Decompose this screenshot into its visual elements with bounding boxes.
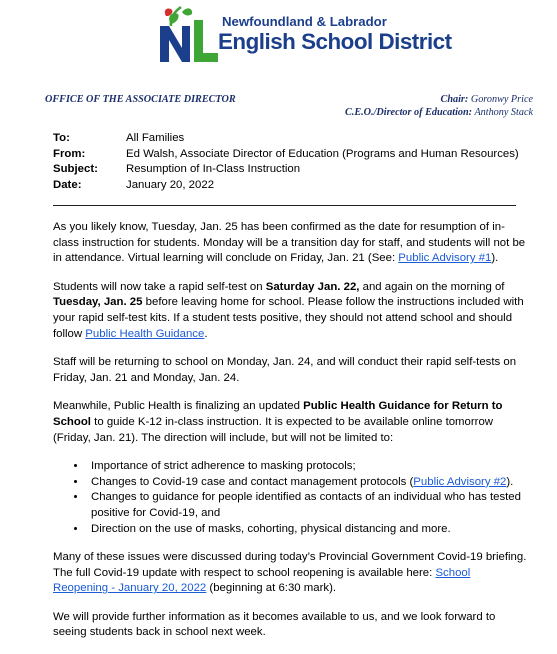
list-item: • Changes to guidance for people identified as contacts of an individual who has tested positive for Covid-19, and	[87, 490, 528, 521]
logo-line-2: English School District	[218, 29, 452, 54]
memo-date-row	[53, 178, 519, 194]
p2-date-saturday: Saturday Jan. 22,	[265, 280, 360, 293]
public-advisory-1-link[interactable]: Public Advisory #1	[398, 252, 492, 265]
divider	[53, 205, 516, 206]
list-item	[87, 475, 528, 491]
p4-text-c: to guide K-12 in-class instruction. It is expected to be available online tomorrow (Friday, Jan. 21). The direction will include, but will not be limited to:	[53, 415, 494, 444]
letter-body	[53, 220, 528, 654]
p2-text-a: Students will now take a rapid self-test on	[53, 280, 266, 293]
date-value: January 20, 2022	[126, 178, 215, 191]
date-label: Date:	[53, 178, 82, 191]
memo-to-row	[53, 131, 519, 147]
subject-value: Resumption of In-Class Instruction	[126, 163, 301, 176]
bullet2-text: Changes to Covid-19 case and contact management protocols (	[91, 475, 414, 488]
memo-subject-row	[53, 162, 519, 178]
to-label: To:	[53, 132, 70, 144]
p4-text-a: Meanwhile, Public Health is finalizing an updated	[53, 400, 304, 413]
chair-line	[345, 94, 533, 107]
ceo-name: Anthony Stack	[474, 106, 533, 118]
ceo-label: C.E.O./Director of Education:	[344, 106, 473, 118]
direction-list	[53, 459, 528, 537]
memo-from-row	[53, 147, 519, 163]
p4-guidance-title: Public Health Guidance for Return to School	[53, 400, 503, 428]
officials-block	[345, 94, 533, 119]
p5-end: (beginning at 6:30 mark).	[206, 582, 337, 595]
from-label: From:	[53, 147, 86, 160]
p1-end: ).	[491, 252, 499, 265]
to-value: All Families	[126, 132, 185, 144]
paragraph-6: We will provide further information as it becomes available to us, and we look forward to seeing students back in school next week.	[53, 610, 496, 639]
p1-text: As you likely know, Tuesday, Jan. 25 has been confirmed as the date for resumption of in-class instruction for students. Monday will be a transition day for staff, and students will not be in attendance. Virtual learning will conclude on Friday, Jan. 21 (See:	[53, 221, 526, 265]
paragraph-5	[53, 550, 528, 597]
list-item: • Importance of strict adherence to masking protocols;	[87, 459, 528, 475]
ceo-line	[345, 107, 533, 120]
subject-label: Subject:	[53, 163, 98, 176]
school-reopening-link[interactable]: School Reopening - January 20, 2022	[53, 566, 471, 595]
paragraph-4	[53, 399, 528, 446]
public-health-guidance-link[interactable]: Public Health Guidance	[85, 327, 205, 340]
paragraph-1	[53, 220, 528, 267]
p5-text: Many of these issues were discussed during today’s Provincial Government Covid-19 briefing. The full Covid-19 update with respect to school reopening is available here:	[53, 551, 527, 579]
office-title: OFFICE OF THE ASSOCIATE DIRECTOR	[45, 94, 236, 105]
memo-header	[53, 131, 519, 193]
p2-end: .	[204, 327, 208, 340]
p2-text-c: and again on the morning of	[359, 280, 505, 293]
chair-label: Chair:	[440, 94, 469, 105]
district-logo	[152, 2, 452, 68]
paragraph-2	[53, 280, 528, 342]
paragraph-3: Staff will be returning to school on Monday, Jan. 24, and will conduct their rapid self-tests on Friday, Jan. 21 and Monday, Jan. 24.	[53, 356, 517, 384]
logo-line-1: Newfoundland & Labrador	[222, 14, 387, 29]
bullet2-end: ).	[506, 475, 514, 488]
public-advisory-2-link[interactable]: Public Advisory #2	[413, 475, 507, 488]
p2-text-e: before leaving home for school. Please follow the instructions included with your rapid self-test kits. If a student tests positive, they should not attend school and should follow	[53, 296, 524, 340]
nl-logo-mark-icon	[152, 2, 222, 68]
from-value: Ed Walsh, Associate Director of Education (Programs and Human Resources)	[126, 147, 519, 160]
list-item: • Direction on the use of masks, cohorting, physical distancing and more.	[87, 522, 528, 538]
chair-name: Goronwy Price	[470, 94, 533, 105]
p2-date-tuesday: Tuesday, Jan. 25	[53, 296, 143, 309]
